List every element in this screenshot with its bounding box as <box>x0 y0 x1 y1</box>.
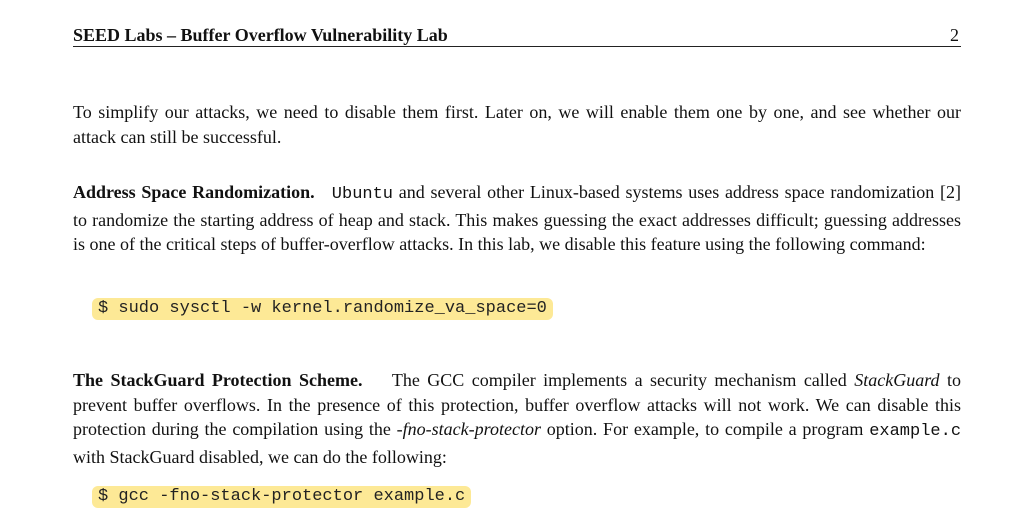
stackguard-text-1: The GCC compiler implements a security mechanism called <box>391 370 847 390</box>
gcc-command-block: $ gcc -fno-stack-protector example.c <box>92 486 471 508</box>
intro-text: To simplify our attacks, we need to disable them first. Later on, we will enable them one by one, and see whether our attack can still be successful. <box>73 102 961 147</box>
stackguard-term: StackGuard <box>854 370 940 390</box>
stackguard-text-4: with StackGuard disabled, we can do the following: <box>73 446 447 467</box>
aslr-text: and several other Linux-based systems uses address space randomization [2] to randomize the starting address of heap and stack. This makes guessing the exact addresses difficult; guessing addresses is one of the critical steps of buffer-overflow attacks. In this lab, we disable this feature using the following command: <box>73 182 962 254</box>
intro-paragraph <box>73 100 961 149</box>
filename-term: example.c <box>869 422 962 441</box>
aslr-command-block: $ sudo sysctl -w kernel.randomize_va_space=0 <box>92 298 553 320</box>
ubuntu-term: Ubuntu <box>331 185 394 204</box>
stackguard-text-3: option. For example, to compile a program <box>546 419 864 439</box>
compiler-option: -fno-stack-protector <box>396 419 541 439</box>
stackguard-heading: The StackGuard Protection Scheme. <box>73 370 363 390</box>
document-page <box>73 0 961 529</box>
stackguard-text-2: to prevent buffer overflows. In the presence of this protection, buffer overflow attacks will not work. We can disable this protection during the compilation using the <box>73 370 962 439</box>
aslr-paragraph <box>73 180 961 257</box>
running-header <box>73 22 961 47</box>
aslr-heading: Address Space Randomization. <box>73 182 315 202</box>
page-number: 2 <box>950 25 959 45</box>
stackguard-paragraph <box>73 368 961 469</box>
header-title: SEED Labs – Buffer Overflow Vulnerability Lab <box>73 25 448 45</box>
